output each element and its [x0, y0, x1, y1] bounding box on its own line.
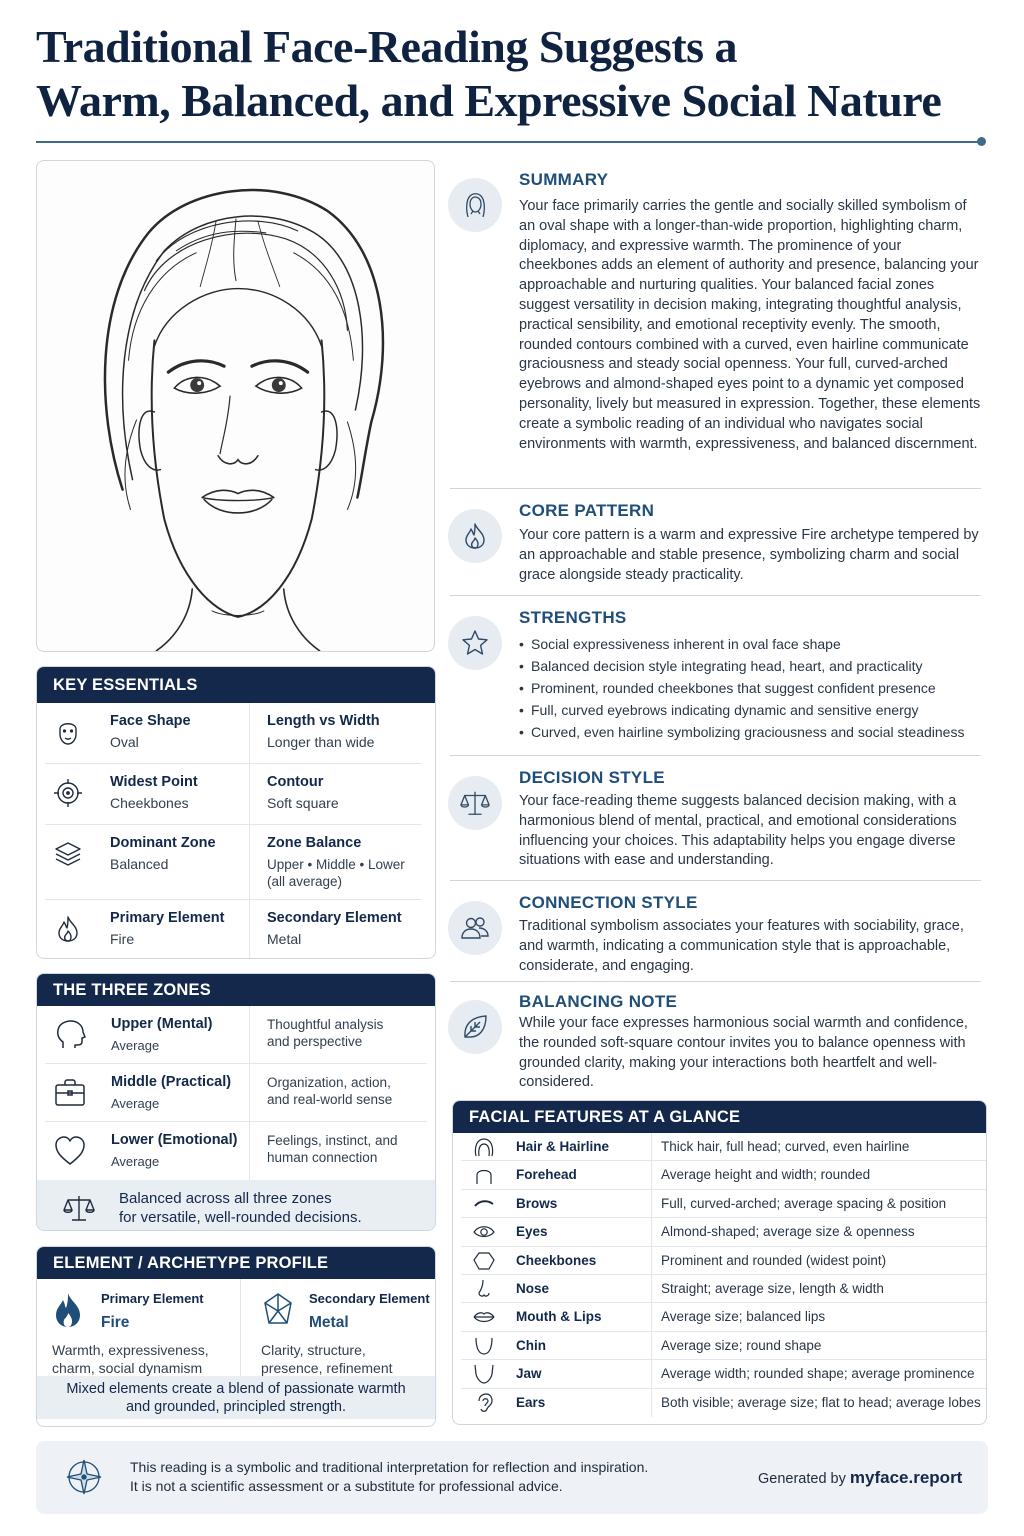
primary-element-title: Primary Element — [101, 1291, 204, 1306]
table-row — [461, 1161, 986, 1189]
target-icon — [53, 778, 83, 808]
table-row — [461, 1133, 986, 1161]
secondary-element-value: Metal — [267, 931, 302, 947]
face-illustration — [37, 161, 434, 651]
middle-zone-desc-2: and real-world sense — [267, 1092, 393, 1107]
middle-zone-desc-1: Organization, action, — [267, 1075, 391, 1090]
upper-zone-desc-2: and perspective — [267, 1034, 363, 1049]
feature-detail: Average size; balanced lips — [661, 1309, 826, 1325]
section-divider — [450, 981, 981, 982]
compass-icon — [64, 1457, 104, 1497]
feature-name: Forehead — [516, 1167, 577, 1183]
widest-point-value: Cheekbones — [110, 795, 189, 811]
column-divider — [249, 764, 250, 824]
strengths-heading: STRENGTHS — [519, 608, 627, 627]
column-divider — [249, 1064, 250, 1121]
balancing-note-icon-badge — [448, 1000, 502, 1054]
secondary-element-name: Metal — [309, 1314, 349, 1331]
zone-row — [45, 1064, 427, 1122]
column-divider — [651, 1275, 652, 1302]
title-divider — [36, 141, 982, 143]
column-divider — [249, 825, 250, 899]
head-profile-icon — [53, 1018, 87, 1052]
zone-balance-note: (all average) — [267, 874, 343, 889]
table-row — [461, 1332, 986, 1360]
feature-detail: Full, curved-arched; average spacing & position — [661, 1195, 947, 1211]
table-row — [461, 1303, 986, 1331]
column-divider — [651, 1332, 652, 1359]
feature-name: Cheekbones — [516, 1252, 597, 1268]
decision-style-section — [448, 768, 982, 878]
primary-element-label: Primary Element — [110, 910, 225, 926]
widest-point-label: Widest Point — [110, 774, 198, 790]
middle-zone-label: Middle (Practical) — [111, 1074, 232, 1090]
key-essentials-row — [45, 825, 421, 900]
table-row — [461, 1218, 986, 1246]
element-mix-line-1: Mixed elements create a blend of passionate warmth — [66, 1381, 406, 1397]
column-divider — [249, 1006, 250, 1063]
contour-label: Contour — [267, 774, 324, 790]
strengths-list — [519, 633, 981, 743]
page-title — [36, 20, 996, 128]
table-row — [461, 1389, 986, 1417]
portrait-icon — [460, 190, 490, 220]
lips-icon — [473, 1307, 495, 1327]
cheekbone-icon — [473, 1251, 495, 1271]
feature-detail: Prominent and rounded (widest point) — [661, 1252, 887, 1268]
column-divider — [651, 1161, 652, 1188]
section-divider — [450, 880, 981, 881]
feature-name: Nose — [516, 1280, 550, 1296]
element-profile-heading: ELEMENT / ARCHETYPE PROFILE — [37, 1247, 435, 1279]
dominant-zone-value: Balanced — [110, 856, 169, 872]
core-pattern-heading: CORE PATTERN — [519, 501, 655, 520]
primary-element-value: Fire — [110, 931, 135, 947]
list-item: • Full, curved eyebrows indicating dynamic and sensitive energy — [519, 699, 981, 721]
summary-section — [448, 170, 982, 480]
column-divider — [651, 1133, 652, 1160]
primary-element-desc-2: charm, social dynamism — [52, 1360, 203, 1376]
zones-summary-line-2: for versatile, well-rounded decisions. — [119, 1208, 362, 1226]
list-item: • Prominent, rounded cheekbones that suggest confident presence — [519, 677, 981, 699]
lower-zone-desc-1: Feelings, instinct, and — [267, 1133, 398, 1148]
zone-balance-label: Zone Balance — [267, 835, 362, 851]
secondary-element-label: Secondary Element — [267, 910, 402, 926]
list-item: • Balanced decision style integrating head, heart, and practicality — [519, 655, 981, 677]
three-zones-panel — [36, 973, 436, 1231]
primary-element-card — [37, 1279, 240, 1376]
connection-style-text: Traditional symbolism associates your features with sociability, grace, and warmth, indicating a communication style that is approachable, considerate, and engaging. — [519, 918, 964, 974]
lower-zone-desc-2: human connection — [267, 1150, 378, 1165]
secondary-element-card — [241, 1279, 436, 1376]
key-essentials-row — [45, 764, 421, 825]
chin-icon — [473, 1336, 495, 1356]
length-width-label: Length vs Width — [267, 713, 380, 729]
eye-icon — [473, 1222, 495, 1242]
feature-detail: Average size; round shape — [661, 1337, 822, 1353]
section-divider — [450, 595, 981, 596]
jaw-icon — [473, 1364, 495, 1384]
feature-detail: Straight; average size, length & width — [661, 1280, 884, 1296]
face-shape-label: Face Shape — [110, 713, 191, 729]
face-icon — [53, 717, 83, 747]
title-divider-dot — [977, 137, 986, 146]
feature-name: Ears — [516, 1394, 546, 1410]
key-essentials-row — [45, 900, 421, 959]
upper-zone-level: Average — [111, 1038, 160, 1053]
strengths-icon-badge — [448, 616, 502, 670]
column-divider — [651, 1218, 652, 1245]
key-essentials-row — [45, 703, 421, 764]
secondary-element-desc-2: presence, refinement — [261, 1360, 393, 1376]
key-essentials-heading: KEY ESSENTIALS — [37, 667, 435, 703]
column-divider — [651, 1360, 652, 1387]
title-line-1: Traditional Face-Reading Suggests a — [36, 21, 738, 72]
contour-value: Soft square — [267, 795, 339, 811]
balancing-note-text: While your face expresses harmonious social warmth and confidence, the rounded soft-square contour invites you to balance openness with grounded clarity, making your interactions both heartfelt and well-considered. — [519, 1015, 968, 1091]
column-divider — [651, 1389, 652, 1417]
feature-name: Mouth & Lips — [516, 1309, 602, 1325]
list-item: • Social expressiveness inherent in oval face shape — [519, 633, 981, 655]
core-pattern-text: Your core pattern is a warm and expressive Fire archetype tempered by an approachable and stable presence, symbolizing charm and social grace alongside steady practicality. — [519, 527, 979, 583]
nose-icon — [473, 1279, 495, 1299]
feature-name: Chin — [516, 1337, 546, 1353]
heart-icon — [53, 1134, 87, 1168]
middle-zone-level: Average — [111, 1096, 160, 1111]
column-divider — [651, 1190, 652, 1217]
flame-icon — [460, 521, 490, 551]
decision-style-text: Your face-reading theme suggests balanced decision making, with a harmonious blend of mental, practical, and emotional considerations influencing your choices. This adaptability helps you engage diverse situations with ease and understanding. — [519, 793, 957, 869]
face-shape-value: Oval — [110, 734, 139, 750]
column-divider — [651, 1303, 652, 1330]
table-row — [461, 1275, 986, 1303]
feature-name: Brows — [516, 1195, 558, 1211]
layers-icon — [53, 839, 83, 869]
secondary-element-desc-1: Clarity, structure, — [261, 1342, 366, 1358]
forehead-icon — [473, 1165, 495, 1185]
core-pattern-section — [448, 501, 982, 591]
brand-link[interactable]: myface.report — [849, 1468, 963, 1487]
connection-style-heading: CONNECTION STYLE — [519, 893, 698, 912]
scales-icon — [460, 788, 490, 818]
briefcase-icon — [53, 1076, 87, 1110]
table-row — [461, 1247, 986, 1275]
zone-row — [45, 1122, 427, 1180]
portrait-sketch — [36, 160, 435, 652]
dominant-zone-label: Dominant Zone — [110, 835, 216, 851]
element-mix-note — [37, 1376, 435, 1419]
feature-detail: Thick hair, full head; curved, even hairline — [661, 1139, 910, 1154]
lower-zone-level: Average — [111, 1154, 160, 1169]
element-mix-line-2: and grounded, principled strength. — [125, 1399, 347, 1415]
decision-style-heading: DECISION STYLE — [519, 768, 665, 787]
core-pattern-icon-badge — [448, 509, 502, 563]
table-row — [461, 1360, 986, 1388]
column-divider — [651, 1247, 652, 1274]
section-divider — [450, 755, 981, 756]
people-icon — [460, 913, 490, 943]
upper-zone-label: Upper (Mental) — [111, 1016, 213, 1032]
generated-by-label: Generated by — [758, 1471, 846, 1487]
zone-row — [45, 1006, 427, 1064]
feature-detail: Average width; rounded shape; average prominence — [661, 1366, 975, 1382]
column-divider — [249, 1122, 250, 1180]
column-divider — [249, 900, 250, 959]
disclaimer-footer — [36, 1441, 988, 1514]
hair-icon — [473, 1137, 495, 1157]
feature-detail: Average height and width; rounded — [661, 1167, 871, 1183]
key-essentials-panel — [36, 666, 436, 959]
element-profile-panel — [36, 1246, 436, 1427]
facial-features-heading: FACIAL FEATURES AT A GLANCE — [453, 1101, 986, 1133]
zone-balance-value: Upper • Middle • Lower — [267, 857, 405, 872]
table-row — [461, 1190, 986, 1218]
metal-crystal-icon — [261, 1291, 295, 1329]
summary-icon-badge — [448, 178, 502, 232]
connection-style-section — [448, 893, 982, 978]
length-width-value: Longer than wide — [267, 734, 375, 750]
upper-zone-desc-1: Thoughtful analysis — [267, 1017, 384, 1032]
zones-summary-line-1: Balanced across all three zones — [119, 1190, 332, 1207]
flame-icon — [53, 914, 83, 944]
brow-icon — [473, 1194, 495, 1214]
lower-zone-label: Lower (Emotional) — [111, 1132, 238, 1148]
connection-style-icon-badge — [448, 901, 502, 955]
secondary-element-title: Secondary Element — [309, 1291, 430, 1306]
feature-detail: Both visible; average size; flat to head; average lobes — [661, 1394, 981, 1410]
ear-icon — [473, 1393, 495, 1413]
scales-icon — [63, 1192, 95, 1224]
summary-heading: SUMMARY — [519, 170, 609, 189]
facial-features-table — [452, 1100, 987, 1425]
primary-element-name: Fire — [101, 1314, 130, 1331]
balancing-note-section — [448, 992, 982, 1092]
disclaimer-line-2: It is not a scientific assessment or a substitute for professional advice. — [130, 1478, 563, 1494]
primary-element-desc-1: Warmth, expressiveness, — [52, 1342, 209, 1358]
disclaimer-line-1: This reading is a symbolic and traditional interpretation for reflection and inspiration. — [130, 1459, 649, 1475]
zones-summary-note — [37, 1180, 435, 1231]
section-divider — [450, 488, 981, 489]
list-item: • Curved, even hairline symbolizing graciousness and social steadiness — [519, 721, 981, 743]
decision-style-icon-badge — [448, 776, 502, 830]
three-zones-heading: THE THREE ZONES — [37, 974, 435, 1006]
title-line-2: Warm, Balanced, and Expressive Social Nature — [36, 75, 942, 126]
star-icon — [460, 628, 490, 658]
strengths-section — [448, 608, 982, 748]
summary-text: Your face primarily carries the gentle and socially skilled symbolism of an oval shape with a longer-than-wide proportion, highlighting charm, diplomacy, and expressive warmth. The prominence of your cheekbones adds an element of authority and presence, balancing your approachable and nurturing qualities. Your balanced facial zones suggest versatility in decision making, integrating thoughtful analysis, practical sensibility, and emotional receptivity evenly. The smooth, rounded contours combined with a curved, even hairline communicate graciousness and steady social openness. Your full, curved-arched eyebrows and almond-shaped eyes point to a dynamic yet composed personality, lively but measured in expression. Together, these elements create a symbolic reading of an individual who navigates social environments with warmth, expressiveness, and balanced discernment. — [519, 198, 981, 452]
feature-name: Eyes — [516, 1224, 548, 1240]
leaf-icon — [460, 1012, 490, 1042]
feature-name: Hair & Hairline — [516, 1139, 610, 1154]
feature-name: Jaw — [516, 1366, 542, 1382]
generated-by — [758, 1468, 962, 1488]
feature-detail: Almond-shaped; average size & openness — [661, 1224, 915, 1240]
flame-icon — [51, 1291, 85, 1329]
column-divider — [249, 703, 250, 763]
balancing-note-heading: BALANCING NOTE — [519, 992, 678, 1011]
